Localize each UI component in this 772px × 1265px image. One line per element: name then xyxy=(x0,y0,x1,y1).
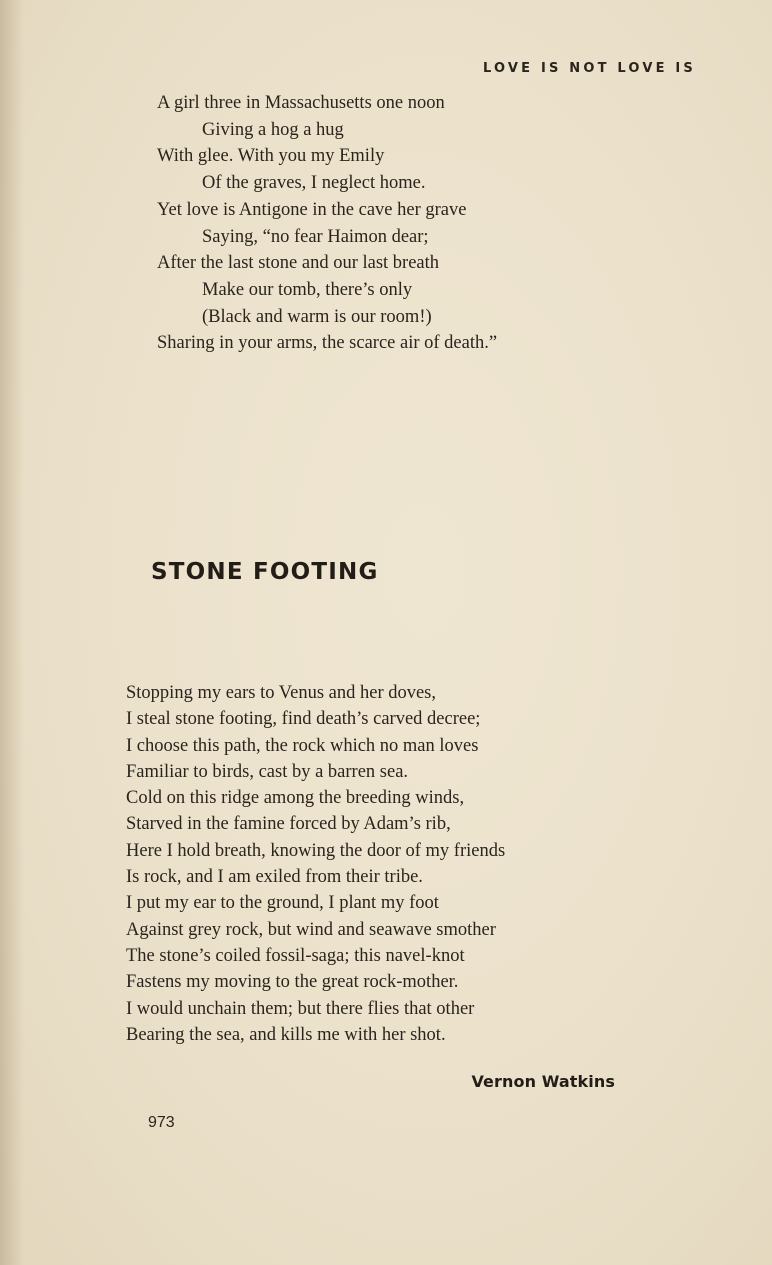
poem-line: Starved in the famine forced by Adam’s rib, xyxy=(126,814,451,835)
poem-line: Giving a hog a hug xyxy=(202,119,344,140)
poem-line: I put my ear to the ground, I plant my foot xyxy=(126,893,439,914)
poem-line: Make our tomb, there’s only xyxy=(202,279,413,300)
poem-line: I choose this path, the rock which no man loves xyxy=(126,735,479,756)
page-number: 973 xyxy=(148,1114,175,1131)
poem-line: Sharing in your arms, the scarce air of death.” xyxy=(157,333,498,354)
poem-line: Fastens my moving to the great rock-mother. xyxy=(126,972,459,993)
poem-line: Bearing the sea, and kills me with her shot. xyxy=(126,1024,446,1045)
poem-line: Yet love is Antigone in the cave her grave xyxy=(157,199,467,220)
poem-line: A girl three in Massachusetts one noon xyxy=(157,93,445,113)
poem-line: I would unchain them; but there flies that other xyxy=(126,998,475,1019)
poem-line: Cold on this ridge among the breeding winds, xyxy=(126,788,465,809)
poem-line: With glee. With you my Emily xyxy=(157,146,385,167)
poem-title: STONE FOOTING xyxy=(151,559,379,585)
poem-line: Against grey rock, but wind and seawave smother xyxy=(126,919,496,940)
poem-line: I steal stone footing, find death’s carved decree; xyxy=(126,709,481,730)
poem-line: Saying, “no fear Haimon dear; xyxy=(202,226,429,247)
poem-line: After the last stone and our last breath xyxy=(157,253,440,274)
running-head: LOVE IS NOT LOVE IS xyxy=(482,61,696,76)
poem-line: The stone’s coiled fossil-saga; this navel-knot xyxy=(126,945,465,966)
gutter-shadow xyxy=(0,0,24,1265)
poem-line: Familiar to birds, cast by a barren sea. xyxy=(126,761,409,782)
poem-continued xyxy=(157,90,497,357)
author-name: Vernon Watkins xyxy=(471,1072,615,1091)
poem-line: Is rock, and I am exiled from their tribe. xyxy=(126,867,423,888)
poem-line: Of the graves, I neglect home. xyxy=(202,173,426,194)
poem-line: Here I hold breath, knowing the door of my friends xyxy=(126,840,506,861)
poem-line: (Black and warm is our room!) xyxy=(202,306,432,327)
poem-line: Stopping my ears to Venus and her doves, xyxy=(126,683,437,703)
poem-stone-footing xyxy=(126,680,505,1048)
